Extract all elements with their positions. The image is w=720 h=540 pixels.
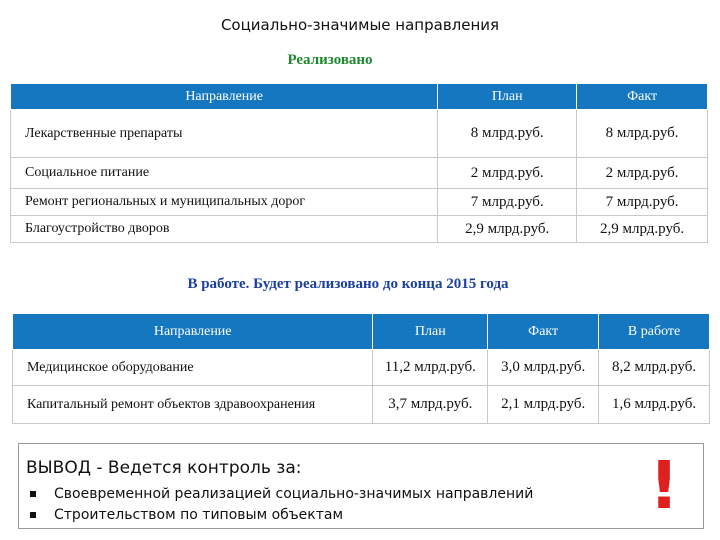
row-label: Социальное питание	[11, 158, 438, 189]
fact-value: 2,9 млрд.руб.	[577, 216, 708, 243]
fact-value: 7 млрд.руб.	[577, 189, 708, 216]
column-header-in-progress: В работе	[599, 314, 710, 350]
bullet-text: Своевременной реализацией социально-значимых направлений	[54, 486, 534, 502]
bullet-text: Строительством по типовым объектам	[54, 507, 344, 523]
row-label: Капитальный ремонт объектов здравоохранения	[13, 386, 373, 424]
table-row	[11, 110, 708, 158]
bullet-square-icon	[30, 512, 36, 518]
fact-value: 2 млрд.руб.	[577, 158, 708, 189]
in-progress-table	[12, 313, 710, 424]
column-header-direction: Направление	[13, 314, 373, 350]
plan-value: 8 млрд.руб.	[438, 110, 577, 158]
fact-value: 8 млрд.руб.	[577, 110, 708, 158]
fact-value: 2,1 млрд.руб.	[488, 386, 599, 424]
plan-value: 7 млрд.руб.	[438, 189, 577, 216]
table-row	[11, 158, 708, 189]
plan-value: 2 млрд.руб.	[438, 158, 577, 189]
row-label: Благоустройство дворов	[11, 216, 438, 243]
column-header-direction: Направление	[11, 84, 438, 110]
conclusion-bullet	[30, 486, 533, 502]
fact-value: 3,0 млрд.руб.	[488, 350, 599, 386]
realized-table	[10, 83, 708, 243]
section-in-progress-heading: В работе. Будет реализовано до конца 2015 года	[187, 276, 509, 292]
table-row	[11, 216, 708, 243]
column-header-plan: План	[438, 84, 577, 110]
plan-value: 2,9 млрд.руб.	[438, 216, 577, 243]
table-row	[13, 386, 710, 424]
column-header-fact: Факт	[488, 314, 599, 350]
row-label: Медицинское оборудование	[13, 350, 373, 386]
conclusion-heading: ВЫВОД - Ведется контроль за:	[26, 458, 302, 478]
plan-value: 11,2 млрд.руб.	[373, 350, 488, 386]
section-realized-heading: Реализовано	[287, 52, 373, 68]
page-title: Социально-значимые направления	[220, 16, 500, 34]
in-progress-value: 1,6 млрд.руб.	[599, 386, 710, 424]
column-header-plan: План	[373, 314, 488, 350]
table-row	[11, 189, 708, 216]
conclusion-bullet	[30, 507, 343, 523]
table-row	[13, 350, 710, 386]
plan-value: 3,7 млрд.руб.	[373, 386, 488, 424]
exclamation-icon: !	[648, 447, 680, 524]
column-header-fact: Факт	[577, 84, 708, 110]
row-label: Лекарственные препараты	[11, 110, 438, 158]
in-progress-value: 8,2 млрд.руб.	[599, 350, 710, 386]
bullet-square-icon	[30, 491, 36, 497]
row-label: Ремонт региональных и муниципальных дорог	[11, 189, 438, 216]
